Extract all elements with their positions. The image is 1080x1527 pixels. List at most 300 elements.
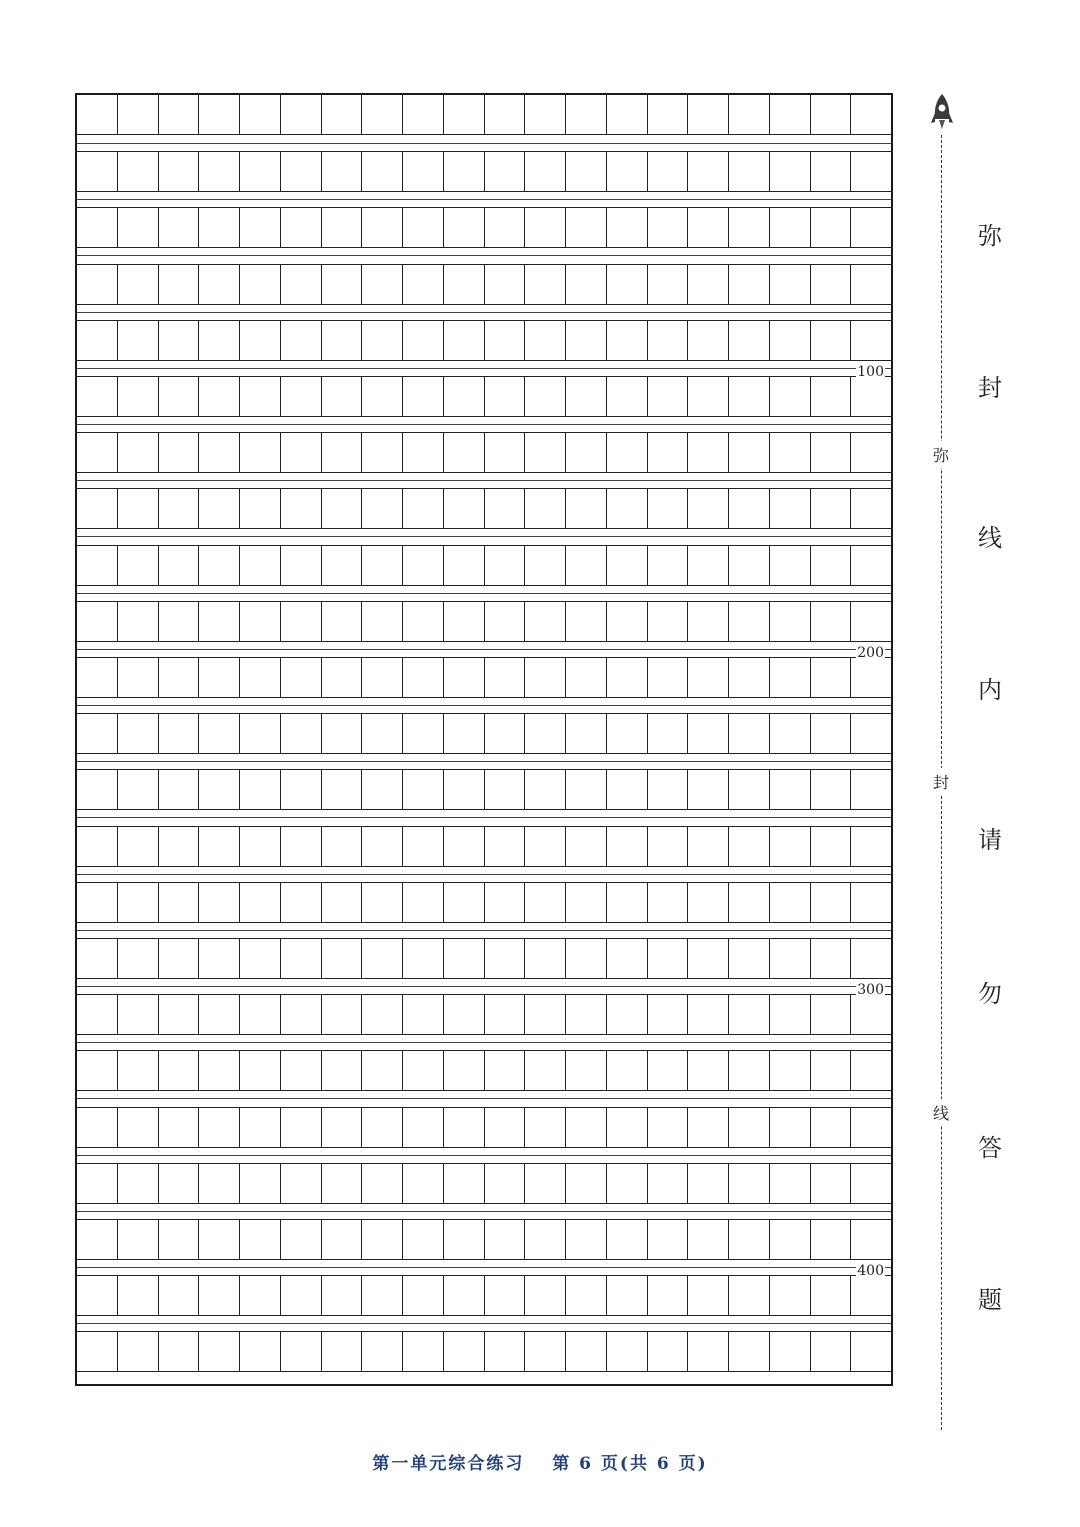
grid-cell[interactable] bbox=[402, 658, 443, 697]
grid-cell[interactable] bbox=[484, 265, 525, 304]
grid-cell[interactable] bbox=[606, 1051, 647, 1090]
grid-cell[interactable] bbox=[117, 1164, 158, 1203]
grid-cell[interactable] bbox=[158, 827, 199, 866]
grid-cell[interactable] bbox=[810, 770, 851, 809]
grid-cell[interactable] bbox=[280, 546, 321, 585]
grid-cell[interactable] bbox=[239, 1220, 280, 1259]
grid-cell[interactable] bbox=[77, 714, 117, 753]
grid-cell[interactable] bbox=[810, 1332, 851, 1371]
grid-cell[interactable] bbox=[117, 714, 158, 753]
grid-cell[interactable] bbox=[280, 995, 321, 1034]
grid-cell[interactable] bbox=[198, 883, 239, 922]
grid-cell[interactable] bbox=[198, 152, 239, 191]
grid-cell[interactable] bbox=[239, 321, 280, 360]
grid-cell[interactable] bbox=[321, 1108, 362, 1147]
grid-cell[interactable] bbox=[77, 827, 117, 866]
grid-cell[interactable] bbox=[239, 1164, 280, 1203]
grid-cell[interactable] bbox=[850, 1276, 891, 1315]
grid-cell[interactable] bbox=[239, 658, 280, 697]
grid-cell[interactable] bbox=[239, 1051, 280, 1090]
grid-cell[interactable] bbox=[687, 939, 728, 978]
grid-cell[interactable] bbox=[280, 1108, 321, 1147]
grid-cell[interactable] bbox=[198, 1332, 239, 1371]
grid-cell[interactable] bbox=[280, 321, 321, 360]
grid-cell[interactable] bbox=[484, 1332, 525, 1371]
grid-cell[interactable] bbox=[402, 94, 443, 134]
grid-cell[interactable] bbox=[647, 939, 688, 978]
grid-cell[interactable] bbox=[647, 377, 688, 416]
grid-cell[interactable] bbox=[565, 714, 606, 753]
grid-cell[interactable] bbox=[198, 827, 239, 866]
grid-cell[interactable] bbox=[524, 939, 565, 978]
grid-cell[interactable] bbox=[606, 1164, 647, 1203]
grid-cell[interactable] bbox=[443, 1108, 484, 1147]
grid-cell[interactable] bbox=[647, 1108, 688, 1147]
grid-cell[interactable] bbox=[769, 152, 810, 191]
grid-cell[interactable] bbox=[158, 995, 199, 1034]
grid-cell[interactable] bbox=[117, 152, 158, 191]
grid-cell[interactable] bbox=[361, 546, 402, 585]
grid-cell[interactable] bbox=[117, 208, 158, 247]
grid-cell[interactable] bbox=[728, 546, 769, 585]
grid-cell[interactable] bbox=[810, 265, 851, 304]
grid-cell[interactable] bbox=[810, 433, 851, 472]
grid-cell[interactable] bbox=[484, 321, 525, 360]
grid-cell[interactable] bbox=[687, 714, 728, 753]
grid-cell[interactable] bbox=[810, 658, 851, 697]
grid-cell[interactable] bbox=[198, 1276, 239, 1315]
grid-cell[interactable] bbox=[606, 321, 647, 360]
grid-cell[interactable] bbox=[321, 265, 362, 304]
grid-cell[interactable] bbox=[810, 1276, 851, 1315]
grid-cell[interactable] bbox=[647, 94, 688, 134]
grid-cell[interactable] bbox=[687, 770, 728, 809]
grid-cell[interactable] bbox=[198, 489, 239, 528]
grid-cell[interactable] bbox=[850, 546, 891, 585]
grid-cell[interactable] bbox=[769, 658, 810, 697]
grid-cell[interactable] bbox=[321, 770, 362, 809]
grid-cell[interactable] bbox=[198, 208, 239, 247]
grid-cell[interactable] bbox=[850, 939, 891, 978]
grid-cell[interactable] bbox=[361, 1051, 402, 1090]
grid-cell[interactable] bbox=[728, 1332, 769, 1371]
grid-cell[interactable] bbox=[524, 1108, 565, 1147]
grid-cell[interactable] bbox=[769, 94, 810, 134]
grid-cell[interactable] bbox=[361, 1332, 402, 1371]
grid-cell[interactable] bbox=[647, 658, 688, 697]
grid-cell[interactable] bbox=[77, 883, 117, 922]
grid-cell[interactable] bbox=[443, 265, 484, 304]
grid-cell[interactable] bbox=[321, 433, 362, 472]
grid-cell[interactable] bbox=[443, 714, 484, 753]
grid-cell[interactable] bbox=[728, 1276, 769, 1315]
grid-cell[interactable] bbox=[321, 546, 362, 585]
grid-cell[interactable] bbox=[565, 827, 606, 866]
grid-cell[interactable] bbox=[280, 152, 321, 191]
grid-cell[interactable] bbox=[321, 377, 362, 416]
grid-cell[interactable] bbox=[850, 489, 891, 528]
grid-cell[interactable] bbox=[606, 433, 647, 472]
grid-cell[interactable] bbox=[77, 321, 117, 360]
grid-cell[interactable] bbox=[484, 546, 525, 585]
grid-cell[interactable] bbox=[728, 152, 769, 191]
grid-cell[interactable] bbox=[687, 546, 728, 585]
grid-cell[interactable] bbox=[687, 883, 728, 922]
grid-cell[interactable] bbox=[565, 995, 606, 1034]
grid-cell[interactable] bbox=[198, 770, 239, 809]
grid-cell[interactable] bbox=[810, 489, 851, 528]
grid-cell[interactable] bbox=[606, 1108, 647, 1147]
grid-cell[interactable] bbox=[402, 208, 443, 247]
grid-cell[interactable] bbox=[769, 1051, 810, 1090]
grid-cell[interactable] bbox=[606, 770, 647, 809]
grid-cell[interactable] bbox=[850, 265, 891, 304]
grid-cell[interactable] bbox=[728, 658, 769, 697]
grid-cell[interactable] bbox=[239, 1276, 280, 1315]
grid-cell[interactable] bbox=[280, 377, 321, 416]
grid-cell[interactable] bbox=[280, 208, 321, 247]
grid-cell[interactable] bbox=[606, 1220, 647, 1259]
grid-cell[interactable] bbox=[239, 770, 280, 809]
grid-cell[interactable] bbox=[565, 602, 606, 641]
grid-cell[interactable] bbox=[239, 94, 280, 134]
grid-cell[interactable] bbox=[728, 433, 769, 472]
grid-cell[interactable] bbox=[647, 1220, 688, 1259]
grid-cell[interactable] bbox=[565, 1276, 606, 1315]
grid-cell[interactable] bbox=[565, 433, 606, 472]
grid-cell[interactable] bbox=[687, 995, 728, 1034]
grid-cell[interactable] bbox=[606, 883, 647, 922]
grid-cell[interactable] bbox=[77, 265, 117, 304]
grid-cell[interactable] bbox=[565, 1220, 606, 1259]
grid-cell[interactable] bbox=[402, 1108, 443, 1147]
grid-cell[interactable] bbox=[443, 995, 484, 1034]
grid-cell[interactable] bbox=[810, 94, 851, 134]
grid-cell[interactable] bbox=[728, 265, 769, 304]
grid-cell[interactable] bbox=[769, 321, 810, 360]
grid-cell[interactable] bbox=[484, 939, 525, 978]
grid-cell[interactable] bbox=[443, 546, 484, 585]
grid-cell[interactable] bbox=[606, 827, 647, 866]
grid-cell[interactable] bbox=[361, 1164, 402, 1203]
grid-cell[interactable] bbox=[687, 94, 728, 134]
grid-cell[interactable] bbox=[361, 152, 402, 191]
grid-cell[interactable] bbox=[198, 602, 239, 641]
grid-cell[interactable] bbox=[565, 939, 606, 978]
grid-cell[interactable] bbox=[728, 1164, 769, 1203]
grid-cell[interactable] bbox=[687, 1220, 728, 1259]
grid-cell[interactable] bbox=[850, 770, 891, 809]
grid-cell[interactable] bbox=[117, 433, 158, 472]
grid-cell[interactable] bbox=[280, 827, 321, 866]
grid-cell[interactable] bbox=[687, 208, 728, 247]
grid-cell[interactable] bbox=[728, 939, 769, 978]
grid-cell[interactable] bbox=[687, 321, 728, 360]
grid-cell[interactable] bbox=[77, 602, 117, 641]
grid-cell[interactable] bbox=[402, 827, 443, 866]
grid-cell[interactable] bbox=[769, 265, 810, 304]
grid-cell[interactable] bbox=[198, 546, 239, 585]
grid-cell[interactable] bbox=[402, 546, 443, 585]
grid-cell[interactable] bbox=[850, 1164, 891, 1203]
grid-cell[interactable] bbox=[565, 208, 606, 247]
grid-cell[interactable] bbox=[728, 602, 769, 641]
grid-cell[interactable] bbox=[687, 658, 728, 697]
grid-cell[interactable] bbox=[728, 489, 769, 528]
grid-cell[interactable] bbox=[361, 1276, 402, 1315]
grid-cell[interactable] bbox=[402, 602, 443, 641]
grid-cell[interactable] bbox=[239, 489, 280, 528]
grid-cell[interactable] bbox=[769, 827, 810, 866]
grid-cell[interactable] bbox=[77, 1220, 117, 1259]
grid-cell[interactable] bbox=[484, 1220, 525, 1259]
grid-cell[interactable] bbox=[198, 939, 239, 978]
grid-cell[interactable] bbox=[158, 94, 199, 134]
grid-cell[interactable] bbox=[606, 602, 647, 641]
grid-cell[interactable] bbox=[769, 1332, 810, 1371]
grid-cell[interactable] bbox=[565, 1051, 606, 1090]
grid-cell[interactable] bbox=[402, 489, 443, 528]
grid-cell[interactable] bbox=[647, 433, 688, 472]
grid-cell[interactable] bbox=[687, 602, 728, 641]
grid-cell[interactable] bbox=[239, 1108, 280, 1147]
grid-cell[interactable] bbox=[117, 1332, 158, 1371]
grid-cell[interactable] bbox=[158, 546, 199, 585]
grid-cell[interactable] bbox=[850, 152, 891, 191]
grid-cell[interactable] bbox=[687, 1051, 728, 1090]
grid-cell[interactable] bbox=[647, 265, 688, 304]
grid-cell[interactable] bbox=[280, 1332, 321, 1371]
grid-cell[interactable] bbox=[565, 489, 606, 528]
grid-cell[interactable] bbox=[117, 94, 158, 134]
grid-cell[interactable] bbox=[198, 433, 239, 472]
grid-cell[interactable] bbox=[321, 827, 362, 866]
grid-cell[interactable] bbox=[850, 827, 891, 866]
grid-cell[interactable] bbox=[647, 1332, 688, 1371]
grid-cell[interactable] bbox=[850, 94, 891, 134]
grid-cell[interactable] bbox=[158, 939, 199, 978]
grid-cell[interactable] bbox=[198, 658, 239, 697]
grid-cell[interactable] bbox=[77, 94, 117, 134]
grid-cell[interactable] bbox=[158, 714, 199, 753]
grid-cell[interactable] bbox=[606, 995, 647, 1034]
grid-cell[interactable] bbox=[484, 489, 525, 528]
grid-cell[interactable] bbox=[77, 1276, 117, 1315]
grid-cell[interactable] bbox=[280, 1220, 321, 1259]
grid-cell[interactable] bbox=[321, 94, 362, 134]
grid-cell[interactable] bbox=[158, 489, 199, 528]
grid-cell[interactable] bbox=[158, 152, 199, 191]
grid-cell[interactable] bbox=[484, 1276, 525, 1315]
grid-cell[interactable] bbox=[117, 939, 158, 978]
grid-cell[interactable] bbox=[484, 1108, 525, 1147]
grid-cell[interactable] bbox=[810, 883, 851, 922]
grid-cell[interactable] bbox=[77, 770, 117, 809]
grid-cell[interactable] bbox=[361, 658, 402, 697]
grid-cell[interactable] bbox=[117, 995, 158, 1034]
grid-cell[interactable] bbox=[158, 770, 199, 809]
grid-cell[interactable] bbox=[850, 433, 891, 472]
grid-cell[interactable] bbox=[402, 1051, 443, 1090]
grid-cell[interactable] bbox=[565, 1108, 606, 1147]
grid-cell[interactable] bbox=[850, 1051, 891, 1090]
grid-cell[interactable] bbox=[524, 1332, 565, 1371]
grid-cell[interactable] bbox=[769, 714, 810, 753]
grid-cell[interactable] bbox=[647, 152, 688, 191]
grid-cell[interactable] bbox=[239, 152, 280, 191]
grid-cell[interactable] bbox=[443, 770, 484, 809]
grid-cell[interactable] bbox=[484, 433, 525, 472]
grid-cell[interactable] bbox=[769, 208, 810, 247]
grid-cell[interactable] bbox=[280, 1051, 321, 1090]
grid-cell[interactable] bbox=[198, 1051, 239, 1090]
grid-cell[interactable] bbox=[769, 602, 810, 641]
grid-cell[interactable] bbox=[524, 714, 565, 753]
grid-cell[interactable] bbox=[484, 602, 525, 641]
grid-cell[interactable] bbox=[728, 208, 769, 247]
grid-cell[interactable] bbox=[769, 883, 810, 922]
grid-cell[interactable] bbox=[484, 883, 525, 922]
grid-cell[interactable] bbox=[239, 1332, 280, 1371]
grid-cell[interactable] bbox=[443, 321, 484, 360]
grid-cell[interactable] bbox=[524, 770, 565, 809]
grid-cell[interactable] bbox=[117, 377, 158, 416]
grid-cell[interactable] bbox=[810, 152, 851, 191]
grid-cell[interactable] bbox=[443, 377, 484, 416]
grid-cell[interactable] bbox=[565, 1164, 606, 1203]
grid-cell[interactable] bbox=[728, 827, 769, 866]
grid-cell[interactable] bbox=[810, 939, 851, 978]
grid-cell[interactable] bbox=[850, 1332, 891, 1371]
grid-cell[interactable] bbox=[402, 1220, 443, 1259]
grid-cell[interactable] bbox=[198, 995, 239, 1034]
grid-cell[interactable] bbox=[850, 602, 891, 641]
grid-cell[interactable] bbox=[728, 94, 769, 134]
grid-cell[interactable] bbox=[484, 827, 525, 866]
grid-cell[interactable] bbox=[361, 489, 402, 528]
grid-cell[interactable] bbox=[687, 1276, 728, 1315]
grid-cell[interactable] bbox=[484, 1164, 525, 1203]
grid-cell[interactable] bbox=[158, 1332, 199, 1371]
grid-cell[interactable] bbox=[850, 1220, 891, 1259]
grid-cell[interactable] bbox=[850, 321, 891, 360]
grid-cell[interactable] bbox=[158, 208, 199, 247]
grid-cell[interactable] bbox=[361, 602, 402, 641]
grid-cell[interactable] bbox=[565, 546, 606, 585]
grid-cell[interactable] bbox=[361, 377, 402, 416]
grid-cell[interactable] bbox=[647, 770, 688, 809]
grid-cell[interactable] bbox=[769, 995, 810, 1034]
grid-cell[interactable] bbox=[361, 208, 402, 247]
grid-cell[interactable] bbox=[361, 995, 402, 1034]
grid-cell[interactable] bbox=[280, 433, 321, 472]
grid-cell[interactable] bbox=[524, 265, 565, 304]
grid-cell[interactable] bbox=[361, 321, 402, 360]
grid-cell[interactable] bbox=[484, 208, 525, 247]
grid-cell[interactable] bbox=[443, 827, 484, 866]
grid-cell[interactable] bbox=[524, 321, 565, 360]
grid-cell[interactable] bbox=[402, 377, 443, 416]
grid-cell[interactable] bbox=[77, 546, 117, 585]
grid-cell[interactable] bbox=[361, 770, 402, 809]
grid-cell[interactable] bbox=[728, 321, 769, 360]
grid-cell[interactable] bbox=[728, 1051, 769, 1090]
grid-cell[interactable] bbox=[647, 602, 688, 641]
grid-cell[interactable] bbox=[443, 602, 484, 641]
grid-cell[interactable] bbox=[321, 1332, 362, 1371]
grid-cell[interactable] bbox=[524, 377, 565, 416]
grid-cell[interactable] bbox=[647, 995, 688, 1034]
grid-cell[interactable] bbox=[361, 883, 402, 922]
grid-cell[interactable] bbox=[198, 94, 239, 134]
grid-cell[interactable] bbox=[769, 1276, 810, 1315]
grid-cell[interactable] bbox=[158, 1220, 199, 1259]
grid-cell[interactable] bbox=[158, 602, 199, 641]
grid-cell[interactable] bbox=[687, 377, 728, 416]
grid-cell[interactable] bbox=[810, 208, 851, 247]
grid-cell[interactable] bbox=[647, 1276, 688, 1315]
grid-cell[interactable] bbox=[647, 883, 688, 922]
grid-cell[interactable] bbox=[239, 939, 280, 978]
grid-cell[interactable] bbox=[524, 1220, 565, 1259]
grid-cell[interactable] bbox=[606, 489, 647, 528]
grid-cell[interactable] bbox=[77, 377, 117, 416]
grid-cell[interactable] bbox=[565, 265, 606, 304]
grid-cell[interactable] bbox=[484, 94, 525, 134]
grid-cell[interactable] bbox=[606, 1276, 647, 1315]
grid-cell[interactable] bbox=[443, 489, 484, 528]
grid-cell[interactable] bbox=[239, 377, 280, 416]
grid-cell[interactable] bbox=[198, 321, 239, 360]
grid-cell[interactable] bbox=[402, 265, 443, 304]
grid-cell[interactable] bbox=[239, 433, 280, 472]
grid-cell[interactable] bbox=[443, 1220, 484, 1259]
grid-cell[interactable] bbox=[687, 265, 728, 304]
grid-cell[interactable] bbox=[321, 1276, 362, 1315]
grid-cell[interactable] bbox=[321, 714, 362, 753]
grid-cell[interactable] bbox=[484, 377, 525, 416]
grid-cell[interactable] bbox=[647, 546, 688, 585]
grid-cell[interactable] bbox=[280, 265, 321, 304]
grid-cell[interactable] bbox=[280, 714, 321, 753]
grid-cell[interactable] bbox=[443, 1051, 484, 1090]
grid-cell[interactable] bbox=[565, 152, 606, 191]
grid-cell[interactable] bbox=[524, 489, 565, 528]
grid-cell[interactable] bbox=[565, 883, 606, 922]
grid-cell[interactable] bbox=[361, 939, 402, 978]
grid-cell[interactable] bbox=[850, 1108, 891, 1147]
grid-cell[interactable] bbox=[524, 995, 565, 1034]
grid-cell[interactable] bbox=[321, 321, 362, 360]
grid-cell[interactable] bbox=[77, 1108, 117, 1147]
grid-cell[interactable] bbox=[361, 714, 402, 753]
grid-cell[interactable] bbox=[158, 265, 199, 304]
grid-cell[interactable] bbox=[443, 152, 484, 191]
grid-cell[interactable] bbox=[198, 265, 239, 304]
grid-cell[interactable] bbox=[524, 94, 565, 134]
grid-cell[interactable] bbox=[402, 433, 443, 472]
grid-cell[interactable] bbox=[158, 321, 199, 360]
grid-cell[interactable] bbox=[769, 1220, 810, 1259]
grid-cell[interactable] bbox=[198, 1220, 239, 1259]
grid-cell[interactable] bbox=[443, 433, 484, 472]
grid-cell[interactable] bbox=[647, 1164, 688, 1203]
grid-cell[interactable] bbox=[687, 1164, 728, 1203]
grid-cell[interactable] bbox=[361, 1220, 402, 1259]
grid-cell[interactable] bbox=[850, 714, 891, 753]
grid-cell[interactable] bbox=[810, 377, 851, 416]
grid-cell[interactable] bbox=[77, 1332, 117, 1371]
